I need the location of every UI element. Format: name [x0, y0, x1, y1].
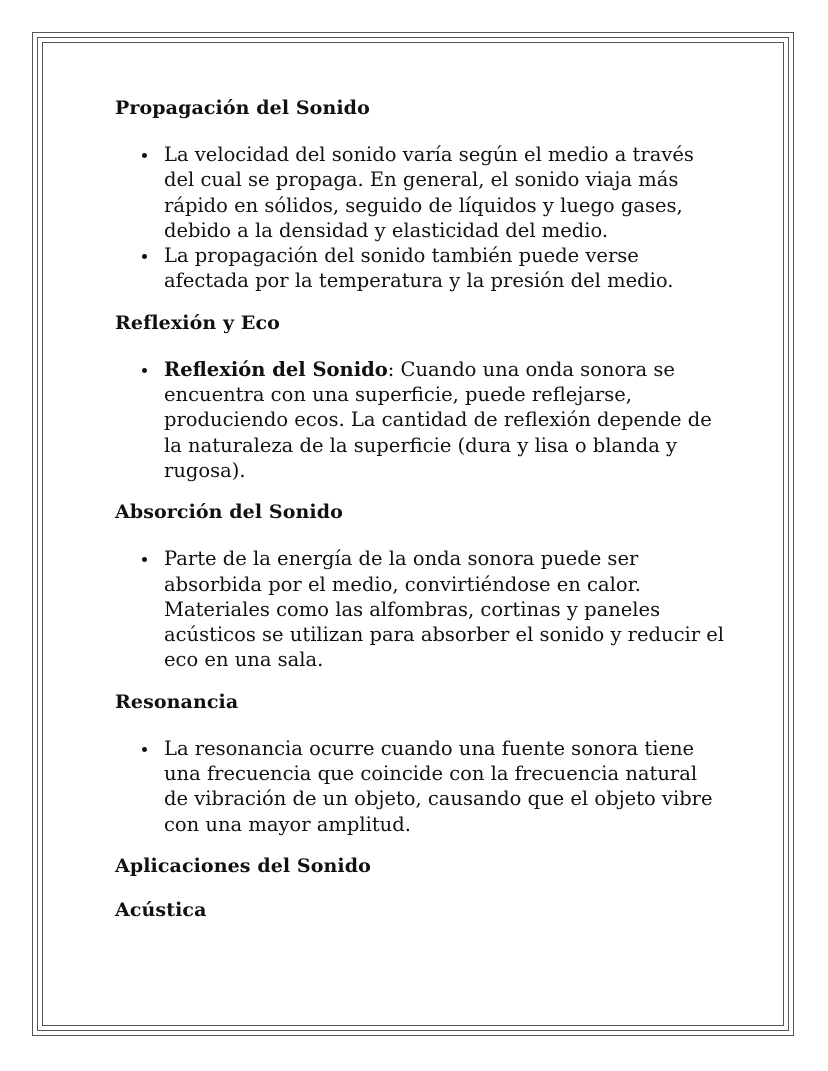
heading-acustica: Acústica — [115, 898, 207, 921]
list-reflexion — [115, 357, 725, 483]
list-absorcion — [115, 546, 725, 672]
term-reflexion: Reflexión del Sonido — [164, 357, 388, 381]
heading-propagacion: Propagación del Sonido — [115, 97, 370, 119]
list-item: La propagación del sonido también puede verse afectada por la temperatura y la presión del medio. — [115, 243, 725, 294]
term-description: : Cuando una onda sonora se encuentra con una superficie, puede reflejarse, produciendo ecos. La cantidad de reflexión depende de la naturaleza de la superficie (dura y lisa o blanda y rugosa). — [164, 357, 712, 482]
list-item — [115, 357, 725, 483]
heading-aplicaciones: Aplicaciones del Sonido — [115, 854, 371, 877]
heading-resonancia: Resonancia — [115, 690, 239, 713]
list-resonancia — [115, 736, 725, 837]
list-item: La velocidad del sonido varía según el medio a través del cual se propaga. En general, el sonido viaja más rápido en sólidos, seguido de líquidos y luego gases, debido a la densidad y elasticidad del medio. — [115, 142, 725, 243]
list-propagacion — [115, 142, 725, 294]
heading-absorcion: Absorción del Sonido — [115, 501, 343, 524]
list-item: Parte de la energía de la onda sonora puede ser absorbida por el medio, convirtiéndose en calor. Materiales como las alfombras, cortinas y paneles acústicos se utilizan para absorber el sonido y reducir el eco en una sala. — [115, 546, 725, 672]
list-item: La resonancia ocurre cuando una fuente sonora tiene una frecuencia que coincide con la frecuencia natural de vibración de un objeto, causando que el objeto vibre con una mayor amplitud. — [115, 736, 725, 837]
heading-reflexion: Reflexión y Eco — [115, 311, 280, 334]
document-content — [115, 94, 725, 924]
